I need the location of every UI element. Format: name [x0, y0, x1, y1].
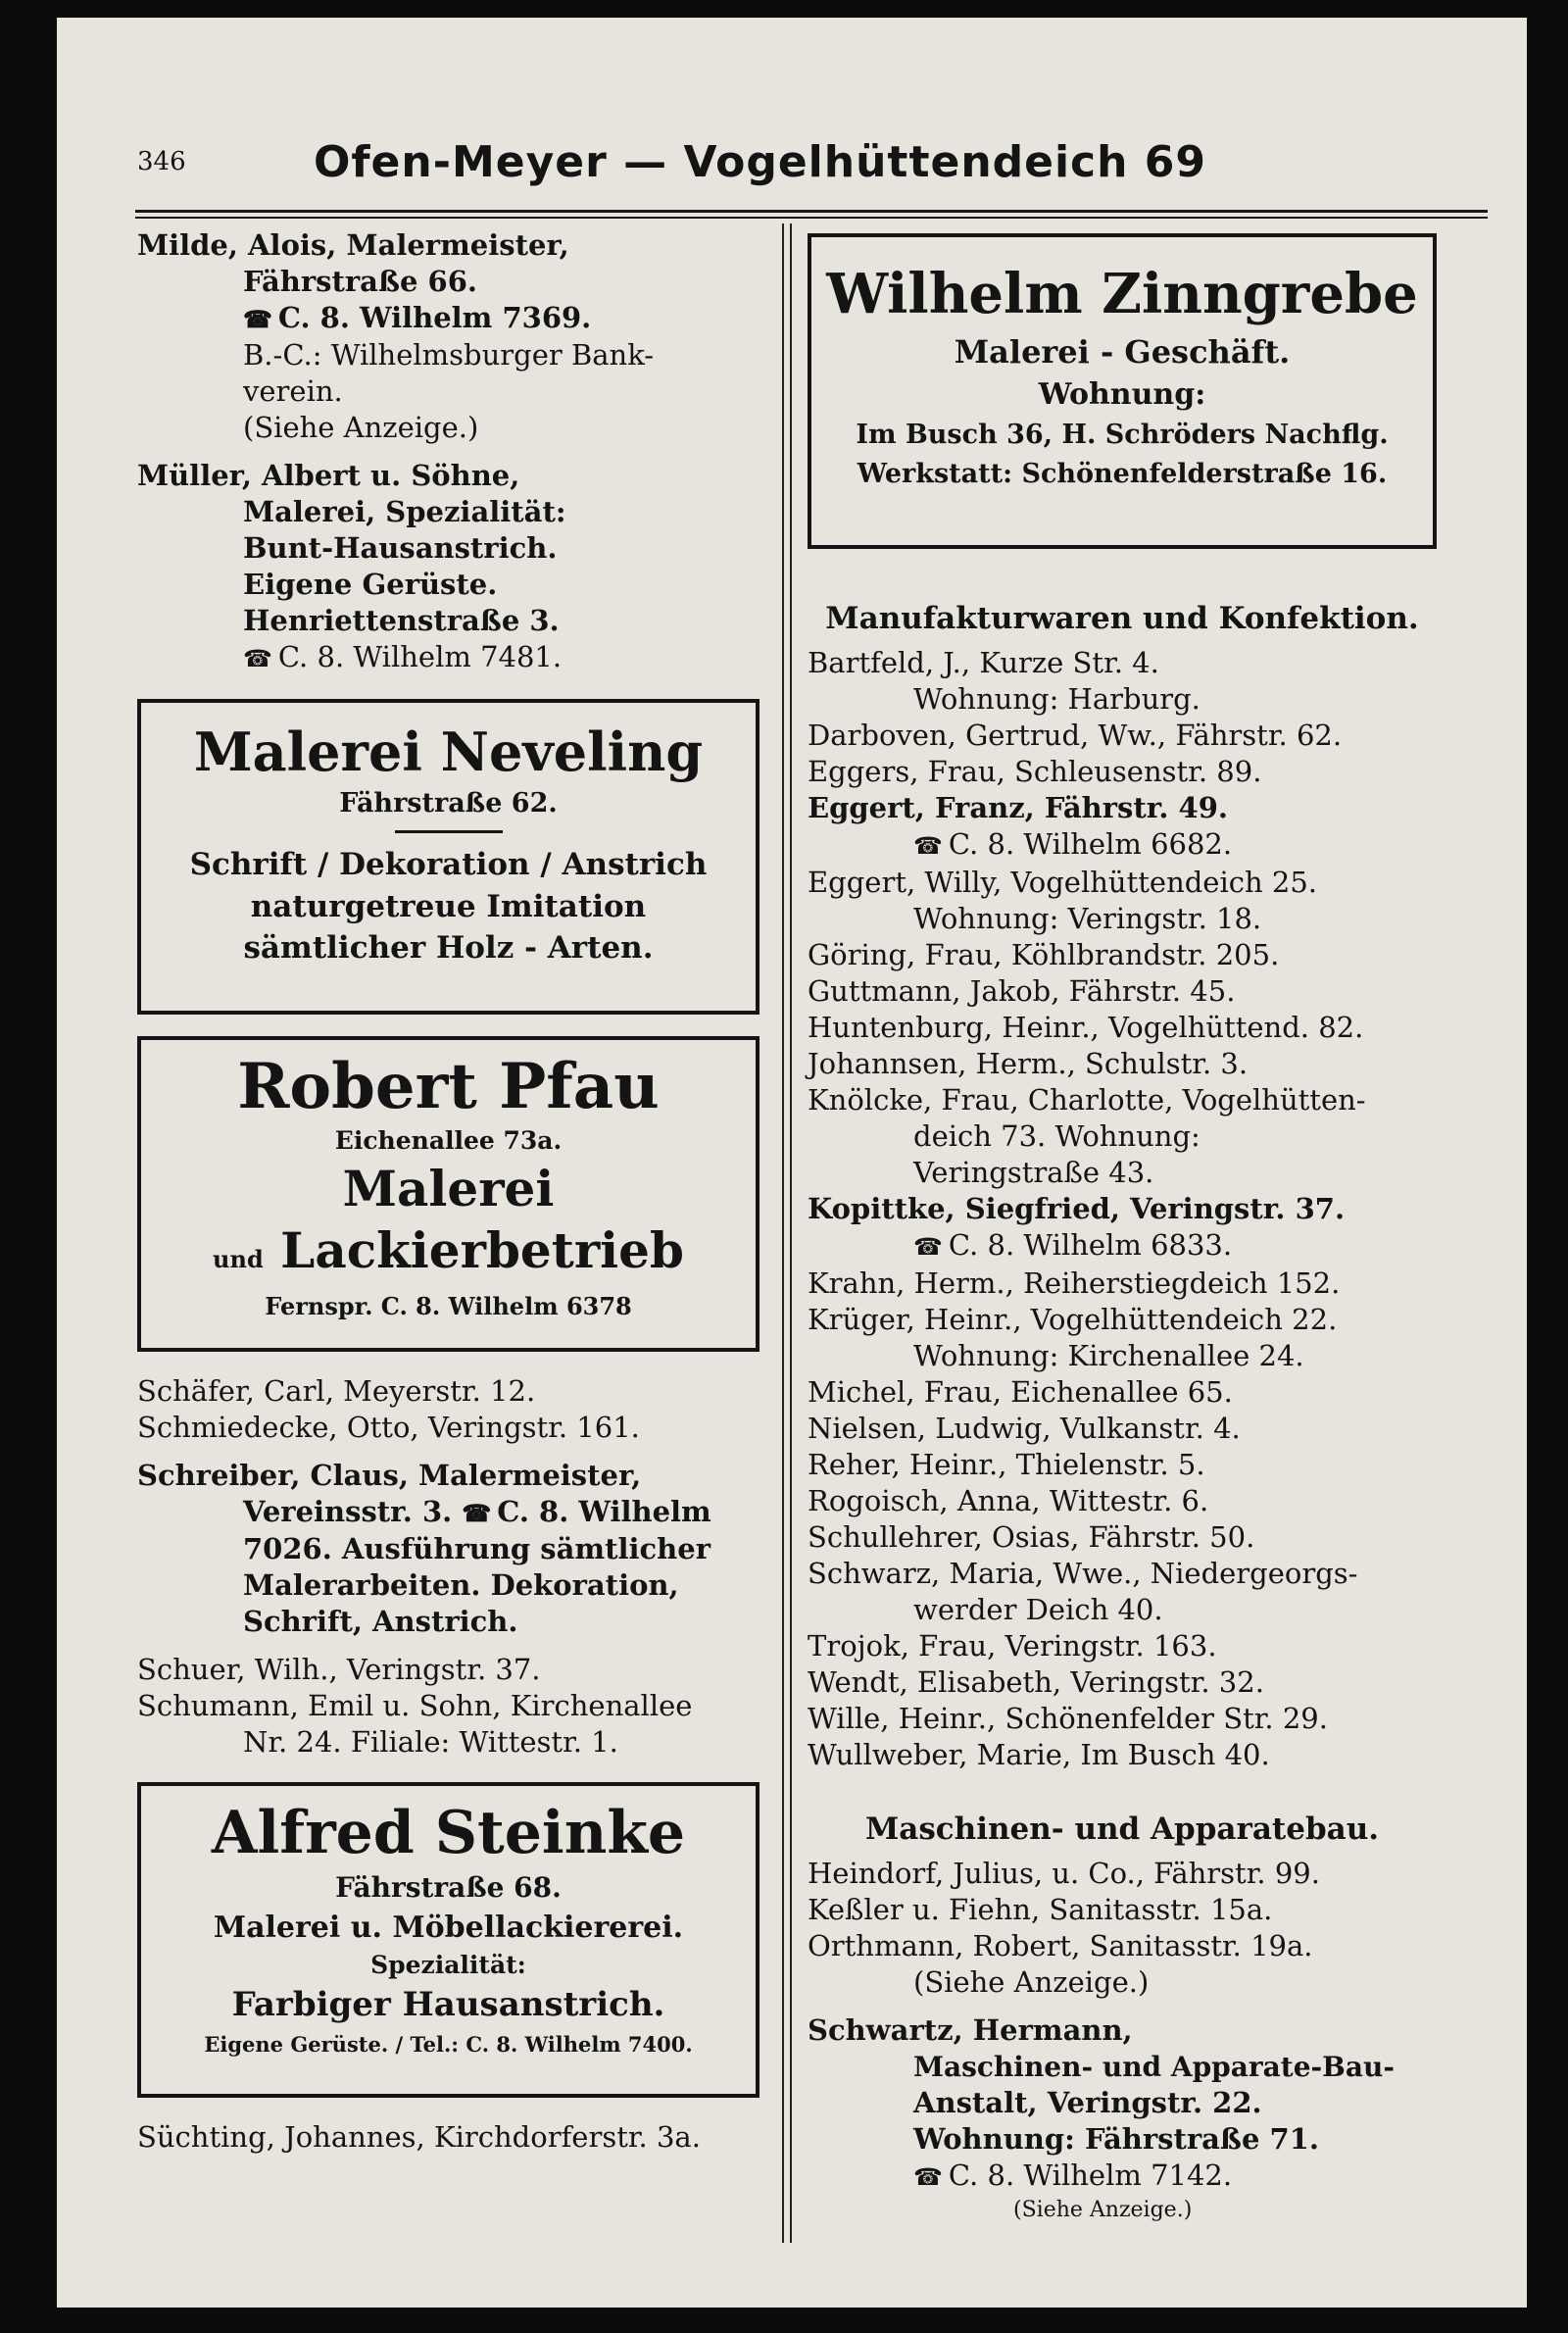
entry — [808, 1701, 1494, 1737]
header-rule — [135, 210, 1488, 213]
entry — [808, 1483, 1494, 1519]
ad-line: Farbiger Hausanstrich. — [231, 1985, 665, 2024]
entry — [808, 1191, 1494, 1227]
entry-specialty-cont: Bunt-Hausanstrich. — [243, 531, 558, 565]
entry-note: Eigene Gerüste. — [243, 568, 498, 601]
entry-text: Krüger, Heinr., Vogelhüttendeich 22. — [808, 1303, 1338, 1336]
entry — [808, 1964, 1494, 2001]
entry-text: (Siehe Anzeige.) — [913, 1965, 1150, 1999]
ad-pfau — [137, 1036, 760, 1352]
directory-page — [57, 18, 1527, 2308]
entry — [808, 1302, 1494, 1338]
entry-list — [808, 645, 1494, 1773]
entry — [808, 1737, 1494, 1773]
entry-residence: Wohnung: Fährstraße 71. — [913, 2122, 1319, 2156]
entry-text: Krahn, Herm., Reiherstiegdeich 152. — [808, 1266, 1341, 1300]
entry-name: Milde, Alois, Malermeister, — [137, 228, 569, 262]
entry-mueller — [137, 458, 769, 677]
entry-phone — [808, 2158, 1494, 2196]
entry: Schuer, Wilh., Veringstr. 37. — [137, 1653, 541, 1686]
ad-zinngrebe — [808, 233, 1437, 549]
telephone-icon: ☎ — [243, 645, 272, 672]
entry — [808, 1266, 1494, 1302]
entry-note: (Siehe Anzeige.) — [1013, 2198, 1193, 2222]
entry — [808, 1556, 1494, 1592]
entry-text: Kopittke, Siegfried, Veringstr. 37. — [808, 1192, 1346, 1225]
entry-address: Vereinsstr. 3. — [243, 1495, 453, 1528]
entry: Süchting, Johannes, Kirchdorferstr. 3a. — [137, 2120, 701, 2154]
entry-text: Wohnung: Harburg. — [913, 682, 1200, 716]
ad-title: Wilhelm Zinngrebe — [826, 262, 1418, 326]
entry-text: Eggers, Frau, Schleusenstr. 89. — [808, 755, 1262, 788]
page-number: 346 — [137, 147, 186, 176]
section-heading: Manufakturwaren und Konfektion. — [825, 601, 1419, 636]
entry-note: Malerarbeiten. Dekoration, — [243, 1568, 679, 1602]
entry-list — [808, 1856, 1494, 2001]
entry-name: Müller, Albert u. Söhne, — [137, 459, 520, 492]
entry-text: Darboven, Gertrud, Ww., Fährstr. 62. — [808, 719, 1343, 752]
entry-text: Veringstraße 43. — [913, 1156, 1154, 1189]
ad-label: Wohnung: — [1038, 377, 1206, 412]
entry-text: Wohnung: Veringstr. 18. — [913, 902, 1262, 935]
phone-number: C. 8. Wilhelm 7369. — [277, 301, 592, 334]
ad-phone: Fernspr. C. 8. Wilhelm 6378 — [265, 1292, 632, 1320]
telephone-icon: ☎ — [462, 1499, 492, 1527]
entry — [808, 1082, 1494, 1118]
entry-text: Göring, Frau, Köhlbrandstr. 205. — [808, 938, 1280, 971]
entry-text: Reher, Heinr., Thielenstr. 5. — [808, 1448, 1205, 1481]
ad-line: Spezialität: — [370, 1951, 526, 1979]
entry: Schäfer, Carl, Meyerstr. 12. — [137, 1374, 536, 1408]
entry-note: Schrift, Anstrich. — [243, 1605, 518, 1638]
entry-text: C. 8. Wilhelm 6682. — [948, 827, 1233, 861]
entry-schreiber — [137, 1458, 769, 1640]
column-divider — [790, 223, 792, 2243]
entry — [808, 1447, 1494, 1483]
entry-text: Eggert, Franz, Fährstr. 49. — [808, 791, 1229, 824]
entry-text: Johannsen, Herm., Schulstr. 3. — [808, 1047, 1249, 1080]
entry — [808, 1664, 1494, 1701]
ad-line: sämtlicher Holz - Arten. — [243, 930, 654, 966]
entry-milde — [137, 227, 769, 446]
entry-bank: B.-C.: Wilhelmsburger Bank- — [243, 338, 655, 372]
entry-business: Maschinen- und Apparate-Bau- — [913, 2051, 1395, 2083]
entry-text: werder Deich 40. — [913, 1593, 1163, 1626]
entry — [808, 1118, 1494, 1155]
entry-text: Michel, Frau, Eichenallee 65. — [808, 1375, 1233, 1409]
entry-text: Nielsen, Ludwig, Vulkanstr. 4. — [808, 1412, 1241, 1445]
entry — [808, 1411, 1494, 1447]
ad-phone: Eigene Gerüste. / Tel.: C. 8. Wilhelm 7400. — [204, 2032, 693, 2057]
entry-phone — [137, 300, 769, 337]
entry — [808, 1628, 1494, 1664]
phone-number: C. 8. Wilhelm 7481. — [277, 640, 563, 673]
telephone-icon: ☎ — [913, 1233, 943, 1261]
entry — [808, 1928, 1494, 1964]
entry-address: Fährstraße 66. — [243, 265, 477, 298]
phone-number: C. 8. Wilhelm — [497, 1495, 711, 1528]
entry — [808, 1519, 1494, 1556]
ad-steinke — [137, 1782, 760, 2098]
entry-text: Bartfeld, J., Kurze Str. 4. — [808, 646, 1159, 679]
ad-line: Malerei — [342, 1160, 555, 1217]
header-rule — [135, 217, 1488, 219]
entry — [808, 1338, 1494, 1374]
entry-text: deich 73. Wohnung: — [913, 1119, 1200, 1153]
entry — [808, 754, 1494, 790]
phone-number: C. 8. Wilhelm 7142. — [948, 2159, 1233, 2192]
entry-address: Henriettenstraße 3. — [243, 604, 560, 637]
entry — [808, 645, 1494, 681]
entry-address-phone — [137, 1494, 769, 1531]
entry — [808, 1227, 1494, 1266]
section-heading: Maschinen- und Apparatebau. — [864, 1812, 1380, 1847]
ad-small-word: und — [213, 1245, 264, 1273]
telephone-icon: ☎ — [913, 2163, 943, 2191]
entry-specialty: Malerei, Spezialität: — [243, 495, 566, 528]
entry-text: Keßler u. Fiehn, Sanitasstr. 15a. — [808, 1893, 1273, 1926]
entry-address: Anstalt, Veringstr. 22. — [913, 2086, 1262, 2119]
entry — [808, 1155, 1494, 1191]
ad-title: Robert Pfau — [237, 1050, 660, 1123]
entry-text: Wendt, Elisabeth, Veringstr. 32. — [808, 1665, 1264, 1699]
entry-text: Wille, Heinr., Schönenfelder Str. 29. — [808, 1702, 1328, 1735]
ad-address: Fährstraße 62. — [339, 788, 558, 819]
telephone-icon: ☎ — [913, 832, 943, 860]
entry — [808, 865, 1494, 901]
entry-text: Schullehrer, Osias, Fährstr. 50. — [808, 1520, 1255, 1554]
ad-divider — [395, 830, 503, 833]
entry — [808, 901, 1494, 937]
entry — [808, 973, 1494, 1010]
ad-workshop: Werkstatt: Schönenfelderstraße 16. — [857, 459, 1388, 489]
entry-note: (Siehe Anzeige.) — [243, 411, 479, 444]
ad-address: Fährstraße 68. — [335, 1871, 562, 1904]
entry-text: Schwarz, Maria, Wwe., Niedergeorgs- — [808, 1557, 1358, 1590]
ad-line — [141, 1220, 756, 1290]
entry-text: C. 8. Wilhelm 6833. — [948, 1228, 1233, 1262]
ad-title: Malerei Neveling — [193, 720, 704, 783]
entry — [808, 1010, 1494, 1046]
entry: Schmiedecke, Otto, Veringstr. 161. — [137, 1411, 640, 1444]
entry-text: Wullweber, Marie, Im Busch 40. — [808, 1738, 1270, 1771]
ad-line: Malerei u. Möbellackiererei. — [213, 1911, 684, 1945]
entry-text: Huntenburg, Heinr., Vogelhüttend. 82. — [808, 1011, 1364, 1044]
entry-name: Schreiber, Claus, Malermeister, — [137, 1459, 642, 1492]
entry-text: Eggert, Willy, Vogelhüttendeich 25. — [808, 866, 1318, 899]
entry — [808, 1592, 1494, 1628]
ad-address: Im Busch 36, H. Schröders Nachflg. — [856, 420, 1389, 450]
entry-cont: Nr. 24. Filiale: Wittestr. 1. — [243, 1725, 618, 1759]
entry-text: Wohnung: Kirchenallee 24. — [913, 1339, 1304, 1372]
entry-bank-cont: verein. — [243, 374, 343, 408]
entry-text: Heindorf, Julius, u. Co., Fährstr. 99. — [808, 1857, 1320, 1890]
ad-subtitle: Malerei - Geschäft. — [954, 333, 1291, 371]
ad-word: Lackierbetrieb — [280, 1221, 684, 1279]
entry-text: Rogoisch, Anna, Wittestr. 6. — [808, 1484, 1209, 1517]
entry — [808, 681, 1494, 718]
ad-title: Alfred Steinke — [211, 1799, 686, 1867]
entry — [808, 937, 1494, 973]
entry: Schumann, Emil u. Sohn, Kirchenallee — [137, 1689, 693, 1722]
entry-schwartz — [808, 2012, 1494, 2225]
telephone-icon: ☎ — [243, 305, 272, 333]
entry — [808, 718, 1494, 754]
entry — [808, 790, 1494, 826]
entry-phone — [137, 639, 769, 677]
entry — [808, 826, 1494, 865]
running-head: Ofen-Meyer — Vogelhüttendeich 69 — [314, 137, 1207, 187]
entry — [808, 1892, 1494, 1928]
entry-name: Schwartz, Hermann, — [808, 2013, 1133, 2047]
ad-line: naturgetreue Imitation — [250, 889, 647, 924]
entry-text: Orthmann, Robert, Sanitasstr. 19a. — [808, 1929, 1313, 1962]
entry-text: Trojok, Frau, Veringstr. 163. — [808, 1629, 1217, 1663]
ad-services: Schrift / Dekoration / Anstrich — [189, 847, 708, 882]
right-column — [808, 227, 1494, 2225]
entry-note: 7026. Ausführung sämtlicher — [243, 1532, 710, 1565]
entry — [808, 1856, 1494, 1892]
ad-neveling — [137, 699, 760, 1015]
entry — [808, 1046, 1494, 1082]
left-column — [137, 227, 769, 2156]
column-divider — [782, 223, 784, 2243]
entry — [808, 1374, 1494, 1411]
entry-text: Knölcke, Frau, Charlotte, Vogelhütten- — [808, 1083, 1366, 1117]
ad-address: Eichenallee 73a. — [334, 1126, 563, 1155]
entry-text: Guttmann, Jakob, Fährstr. 45. — [808, 974, 1236, 1008]
